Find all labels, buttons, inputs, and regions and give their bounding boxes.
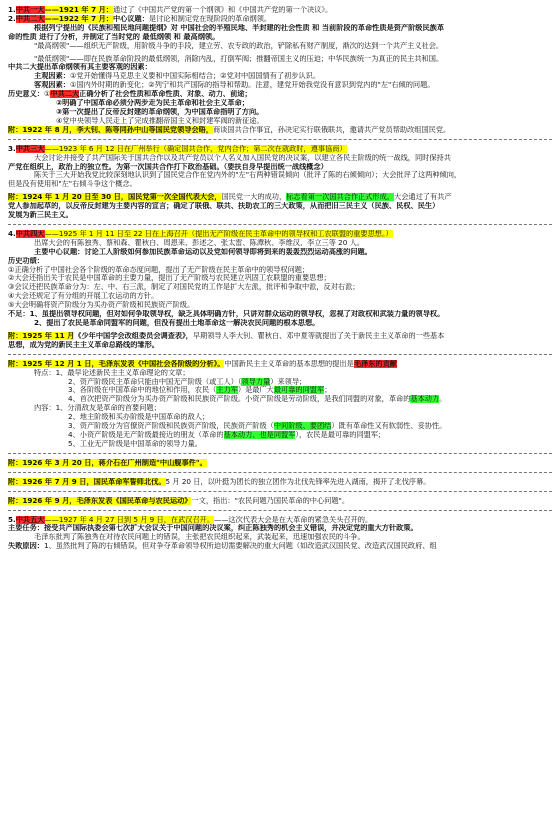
line: ①正确分析了中国社会各个阶级的革命态度问题，提出了无产阶级在民主革命中的领导权问题； [8, 265, 310, 274]
line: 发展为新三民主义。 [8, 211, 73, 220]
line: 附：1926 年 7 月 9 日，国民革命军誓师北伐。5 月 20 日，以叶挺为团长的独立团作为北伐先锋率先进入湖南，揭开了北伐序幕。 [8, 477, 431, 486]
line: 历史功绩： [8, 256, 44, 265]
line: 主要任务：接受共产国际执委会第七次扩大会议关于中国问题的决议案，纠正陈独秀的机会主义错误，并决定党的重大方针政策。 [8, 524, 418, 533]
line: "最高纲领"——组织无产阶级，用阶级斗争的手段，建立劳、农专政的政治，铲除私有财产制度，渐次的达到一个共产主义社会。 [34, 41, 444, 50]
line: 1.中共一大——1921 年 7 月：通过了《中国共产党的第一个纲领》和《中国共产党的第一个决议》。 [8, 6, 333, 14]
line: 主观因素：①党开始懂得马克思主义要和中国实际相结合；②党对中国国情有了初步认识。 [34, 72, 321, 81]
line: 中共二大提出革命纲领有其主要客观的因素： [8, 63, 152, 72]
line: 不足：1、虽提出领导权问题，但对如何争取领导权，缺乏具体明确方针，只讲对群众运动的领导权，忽视了对政权和武装力量的领导权。 [8, 310, 445, 319]
line: 附：1925 年 12 月 1 日，毛泽东发表《中国社会各阶级的分析》。中国新民主主义革命的基本思想的提出是毛泽东的贡献 [8, 359, 397, 368]
line: 2.中共二大——1922 年 7 月：中心议题：是讨论和制定党在现阶段的革命纲领。 [8, 14, 272, 23]
line: "最低纲领"——即在民族革命阶段的最低纲领，消除内乱，打倒军阀；推翻帝国主义的压迫；中华民族统一为真正的民主共和国。 [34, 54, 444, 63]
line: ③会议还把民族革命分为：左、中、右三派，制定了对国民党的工作是扩大左派，批评和争取中派，反对右派； [8, 283, 360, 292]
line: ④党中央领导人民走上了完成推翻帝国主义和封建军阀的新征途。 [56, 116, 264, 125]
line: ⑤大会明确将资产阶级分为买办资产阶级和民族资产阶级。 [8, 301, 195, 310]
line: 主要中心议题：讨论工人阶级如何参加民族革命运动以及党如何领导即将到来的轰轰烈烈运动高涨的问题。 [34, 247, 372, 256]
line: 命的性质 进行了分析，并制定了当时党的 最低纲领 和 最高纲领。 [8, 32, 220, 41]
line: 毛泽东批判了陈独秀在对待农民问题上的错误，主张把农民组织起来，武装起来，迅速加强农民的斗争。 [34, 533, 365, 542]
line: 5.中共五大——1927 年 4 月 27 日到 5 月 9 日，在武汉召开。——这次代表大会是在大革命的紧急关头召开的。 [8, 515, 373, 524]
divider [8, 453, 552, 455]
line: 历史意义：①中共二大正确分析了社会性质和革命性质、对象、动力、前途； [8, 90, 252, 99]
divider [8, 510, 552, 512]
line: 但是没有使用和"左"右倾斗争这个概念。 [8, 180, 137, 189]
line: 根据列宁提出的《民族和殖民地问题提纲》对 中国社会的半殖民地、半封建的社会性质 和 当前阶段的革命性质是资产阶级民族革 [34, 23, 445, 32]
line: 客观因素：①国内外时期的新变化；②列宁和共产国际的指导和帮助。注意，建党开始我党没有意识到党内的"左"右倾的问题。 [34, 81, 435, 90]
line: 附：1922 年 8 月，李大钊、陈等同孙中山等国民党领导会晤，商谈国共合作事宜，孙决定实行联俄联共，邀请共产党员帮助改组国民党。 [8, 125, 451, 134]
line: 党人参加起草的，以反帝反封建为主要内容的宣言；确定了联俄、联共、扶助农工的三大政策，从而把旧三民主义（民族、民权、民生） [8, 202, 440, 211]
highlight-party-congress: 中共一大 [15, 6, 45, 14]
line: 失败原因：1、虽然批判了陈的右倾错误，但对争夺革命领导权所迫切需要解决的重大问题（如改造武汉国民党、改造武汉国民政府、组 [8, 542, 437, 551]
line: 产党在组织上，政治上的独立性。为第一次国共合作打下政治基础。（要扶自身早提出统一战线概念） [8, 162, 328, 171]
line: ②明确了中国革命必须分两步走为民主革命和社会主义革命； [56, 99, 249, 108]
line: ③第一次提出了反帝反封建的革命纲领，为中国革命指明了方向。 [56, 107, 264, 116]
line: 2、地主阶级和买办阶级是中国革命的敌人； [68, 413, 210, 422]
line: 4、首次把资产阶级分为买办资产阶级和民族资产阶级。小资产阶级是劳动阶级，是我们同盟的对象，革命的基本动力。 [68, 395, 447, 404]
line: ④大会还规定了有分组的开展工农运动的方针。 [8, 292, 159, 301]
line: 2、提出了农民是革命同盟军的问题，但没有提出土地革命这一解决农民问题的根本思想。 [34, 319, 320, 327]
line: 附：1926 年 3 月 20 日，蒋介石在广州制造"中山舰事件"。 [8, 458, 207, 467]
line: 5、工业无产阶级是中国革命的领导力量。 [68, 439, 202, 448]
line: 内容：1、分清敌友是革命的首要问题； [34, 404, 161, 413]
line: 3.中共三大——1923 年 6 月 12 日在广州举行（确定国共合作，党内合作；第二次在就政时，遵事協商） [8, 144, 347, 153]
line: 大会讨论并接受了共产国际关于国共合作以及共产党员以个人名义加入国民党的决议案，以建立各民主阶级的统一战线，同时保持共 [34, 153, 451, 162]
line: 2、资产阶级民主革命只能由中国无产阶级（或工人）（领导力量）来领导； [68, 377, 307, 386]
line: 陈关于三大开始我党比较深刻地认识到了国民党合作在党内外的"左"右两种错误倾向（批评了陈的右倾倾向）；大会批评了这两种倾向， [34, 171, 462, 180]
line: 附：1925 年 11 月《少年中国学会改组委员会调查表》，早期领导人李大钊、瞿秋白、邓中夏等就提出了关于新民主主义革命的一些基本 [8, 331, 445, 340]
document-page [8, 6, 552, 551]
line: 3、资产阶级分为官僚资产阶级和民族资产阶级，民族资产阶级（中间阶级、要团结）既有革命性又有软弱性、妥协性。 [68, 422, 447, 431]
line: 特点：1、最早论述新民主主义革命理论的文章； [34, 368, 190, 377]
divider [8, 472, 552, 474]
divider [8, 139, 552, 141]
divider [8, 491, 552, 493]
line: 附：1924 年 1 月 20 日至 30 日，国民党第一次全国代表大会，国民党一大的成功，标志着第一次国共合作正式形成。大会通过了有共产 [8, 193, 452, 202]
divider [8, 224, 552, 226]
line: 4.中共四大——1925 年 1 月 11 日至 22 日在上海召开（提出无产阶级在民主革命中的领导权和工农联盟的重要思想。） [8, 229, 393, 238]
line: 出席大会的有陈独秀、蔡和森、瞿秋白、周恩来、彭述之、张太雷、陈潭秋、李维汉、李立三等 20 人。 [34, 238, 364, 247]
highlight-party-congress: 中共二大 [15, 14, 45, 23]
line: ②大会还指出关于农民是中国革命的主要力量，提出了无产阶级与农民建立巩固工农联盟的重要思想； [8, 274, 331, 283]
line: 4、小资产阶级是无产阶级最接近的朋友（革命的基本动力、也是同盟军），农民是最可靠的同盟军； [68, 430, 386, 439]
line: 思想，成为党的新民主主义革命总路线的雏形。 [8, 340, 159, 349]
divider [8, 354, 552, 356]
line: 3、各阶级在中国革命中的地位和作用，农民（主力军）是最广大最可靠的同盟军； [68, 386, 332, 395]
line: 附：1926 年 9 月，毛泽东发表《国民革命与农民运动》一文，指出："农民问题乃国民革命的中心问题"。 [8, 496, 350, 505]
